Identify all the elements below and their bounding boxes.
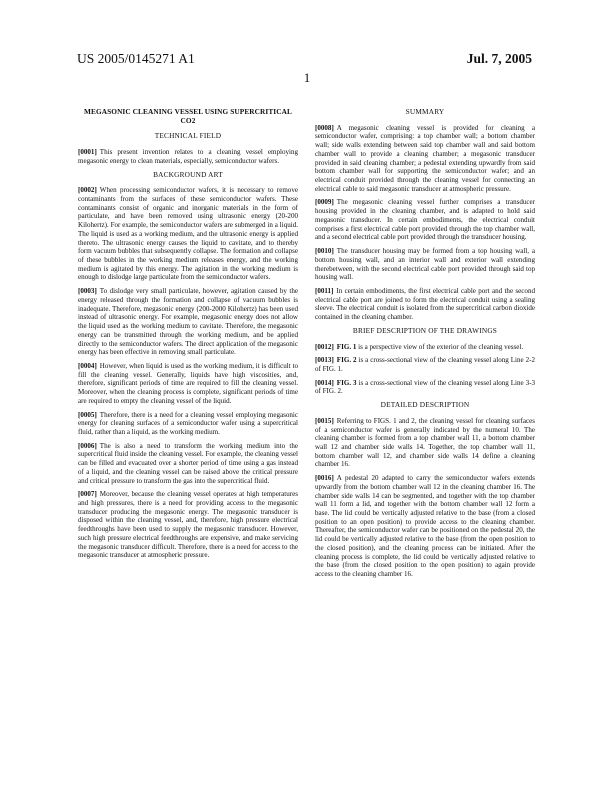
paragraph-0008 <box>315 124 535 194</box>
figure-reference: FIG. 1 <box>336 342 357 351</box>
paragraph-0015 <box>315 417 535 469</box>
paragraph-text: However, when liquid is used as the working medium, it is difficult to fill the cleaning vessel. Generally, liquids have high viscosities, and, therefore, significant periods of time are required to fill the cleaning vessel. Moreover, when the cleaning process is complete, significant periods of time are required to empty the cleaning vessel of the liquid. <box>78 361 298 405</box>
left-column <box>78 108 298 565</box>
paragraph-text: The megasonic cleaning vessel further comprises a transducer housing provided in the cleaning chamber, and is adapted to hold said megasonic transducer. In certain embodiments, the electrical conduit comprises a first electrical cable port provided through the top chamber wall, and a second electrical cable port provided through the transducer housing. <box>315 198 535 242</box>
heading-technical-field: TECHNICAL FIELD <box>154 131 222 141</box>
paragraph-text: is a cross-sectional view of the cleaning vessel along Line 3-3 of FIG. 2. <box>315 378 535 396</box>
heading-detailed-description: DETAILED DESCRIPTION <box>380 400 470 410</box>
paragraph-number: [0006] <box>78 441 97 450</box>
paragraph-text: This present invention relates to a cleaning vessel employing megasonic energy to clean materials, especially, semiconductor wafers. <box>78 148 298 165</box>
paragraph-number: [0003] <box>78 287 97 296</box>
paragraph-0016 <box>315 474 535 579</box>
paragraph-number: [0004] <box>78 361 97 370</box>
paragraph-0004 <box>78 362 298 406</box>
paragraph-text: When processing semiconductor wafers, it is necessary to remove contaminants from the surfaces of these semiconductor wafers. These contaminants consist of organic and inorganic materials in the form of particulate, and have been removed using ultrasonic energy (20-200 Kilohertz). For example, the semiconductor wafers are submerged in a liquid. The liquid is used as a working medium, and the ultrasonic energy is applied thereto. The ultrasonic energy causes the liquid to cavitate, and to thereby form vacuum bubbles that subsequently collapse. The formation and collapse of these bubbles in the working medium releases energy, and the working medium is agitated by this energy. The agitation in the working medium is enough to dislodge large particulate from the semiconductor wafers. <box>78 186 298 282</box>
paragraph-0002 <box>78 186 298 282</box>
paragraph-0011 <box>315 287 535 322</box>
heading-brief-description: BRIEF DESCRIPTION OF THE DRAWINGS <box>352 325 498 335</box>
paragraph-0007 <box>78 490 298 560</box>
publication-number: US 2005/0145271 A1 <box>77 51 195 66</box>
paragraph-number: [0015] <box>315 416 334 425</box>
paragraph-text: Moreover, because the cleaning vessel operates at high temperatures and high pressures, there is a need for providing access to the megasonic transducer producing the megasonic energy. The megasonic transducer is disposed within the cleaning vessel, and, therefore, high pressure electrical feedthroughs have been used to supply the megasonic transducer. However, such high pressure electrical feedthroughs are expensive, and make servicing the megasonic transducer difficult. Therefore, there is a need for access to the megasonic transducer at atmospheric pressure. <box>78 490 298 560</box>
paragraph-number: [0007] <box>78 490 97 499</box>
right-column <box>315 108 535 584</box>
paragraph-number: [0009] <box>315 198 334 207</box>
paragraph-number: [0001] <box>78 148 97 157</box>
paragraph-number: [0012] <box>315 342 334 351</box>
paragraph-number: [0005] <box>78 410 97 419</box>
paragraph-text: Referring to FIGS. 1 and 2, the cleaning vessel for cleaning surfaces of a semiconductor wafer is generally indicated by the numeral 10. The cleaning chamber is formed from a top chamber wall 11, a bottom chamber wall 12 and chamber side walls 14. Together, the top chamber wall 11, bottom chamber wall 12, and chamber side walls 14 define a cleaning chamber 16. <box>315 416 535 469</box>
heading-background-art: BACKGROUND ART <box>153 169 223 179</box>
paragraph-0010 <box>315 247 535 282</box>
paragraph-text: The transducer housing may be formed from a top housing wall, a bottom housing wall, and an interior wall and exterior wall extending therebetween, with the second electrical cable port provided through said top housing wall. <box>315 247 535 282</box>
paragraph-0001 <box>78 148 298 165</box>
paragraph-number: [0013] <box>315 356 334 365</box>
figure-reference: FIG. 3 <box>336 378 357 387</box>
paragraph-number: [0008] <box>315 123 334 132</box>
paragraph-number: [0011] <box>315 286 334 295</box>
page-number: 1 <box>303 70 311 85</box>
document-title: MEGASONIC CLEANING VESSEL USING SUPERCRITICAL CO2 <box>84 107 292 125</box>
paragraph-number: [0016] <box>315 474 334 483</box>
paragraph-0009 <box>315 198 535 242</box>
paragraph-number: [0014] <box>315 378 334 387</box>
publication-date: Jul. 7, 2005 <box>466 51 532 66</box>
paragraph-text: To dislodge very small particulate, however, agitation caused by the energy released through the formation and collapse of vacuum bubbles is inadequate. Therefore, megasonic energy (200-2000 Kilohertz) has been used instead of ultrasonic energy. For example, megasonic energy does not allow the liquid used as the working medium to cavitate. Therefore, the megasonic energy can be transmitted through the working medium, and be applied directly to the semiconductor wafers. The direct application of the megasonic energy has been effective in removing small particulate. <box>78 287 298 357</box>
paragraph-text: A pedestal 20 adapted to carry the semiconductor wafers extends upwardly from the bottom chamber wall 12 in the cleaning chamber 16. The chamber side walls 14 can be segmented, and together with the top chamber wall 11 form a lid, and together with the bottom chamber wall 12 form a base. The lid could be vertically adjusted relative to the base (from a closed position to an open position) to provide access to the cleaning chamber. Thereafter, the semiconductor wafer can be positioned on the pedestal 20, the lid could be vertically adjusted relative to the base (from the open position to the closed position), and the cleaning process can be initiated. After the cleaning process is complete, the lid could be vertically adjusted relative to the base (from the closed position to the open position) to again provide access to the cleaning chamber 16. <box>315 474 535 579</box>
paragraph-text: In certain embodiments, the first electrical cable port and the second electrical cable port are joined to form the electrical conduit using a sealing sleeve. The electrical conduit is isolated from the supercritical carbon dioxide contained in the cleaning chamber. <box>315 286 535 322</box>
figure-reference: FIG. 2 <box>336 356 357 365</box>
paragraph-0013 <box>315 356 535 373</box>
heading-summary: SUMMARY <box>405 107 445 116</box>
paragraph-0003 <box>78 287 298 357</box>
paragraph-text: is a perspective view of the exterior of the cleaning vessel. <box>358 342 524 351</box>
paragraph-text: Therefore, there is a need for a cleaning vessel employing megasonic energy for cleaning surfaces of a semiconductor wafer using a supercritical fluid, rather than a liquid, as the working medium. <box>78 410 298 436</box>
paragraph-number: [0002] <box>78 186 97 195</box>
paragraph-text: is a cross-sectional view of the cleaning vessel along Line 2-2 of FIG. 1. <box>315 356 535 373</box>
paragraph-0012 <box>315 343 535 352</box>
paragraph-0014 <box>315 379 535 396</box>
paragraph-number: [0010] <box>315 247 334 256</box>
paragraph-text: A megasonic cleaning vessel is provided for cleaning a semiconductor wafer, comprising: a top chamber wall; a bottom chamber wall; side walls extending between said top chamber wall and said bottom chamber wall to provide a cleaning chamber; a megasonic transducer provided in said cleaning chamber; a pedestal extending upwardly from said bottom chamber wall for supporting the semiconductor wafer; and an electrical conduit provided through the cleaning vessel for connecting an electrical cable to said megasonic transducer at atmospheric pressure. <box>315 123 535 193</box>
paragraph-0006 <box>78 442 298 486</box>
paragraph-0005 <box>78 411 298 437</box>
paragraph-text: The is also a need to transform the working medium into the supercritical fluid inside the cleaning vessel. For example, the cleaning vessel can be filled and evacuated over a shorter period of time using a gas instead of a liquid, and the cleaning vessel can be raised above the critical pressure and critical pressure to transform the gas into the supercritical fluid. <box>78 441 298 485</box>
